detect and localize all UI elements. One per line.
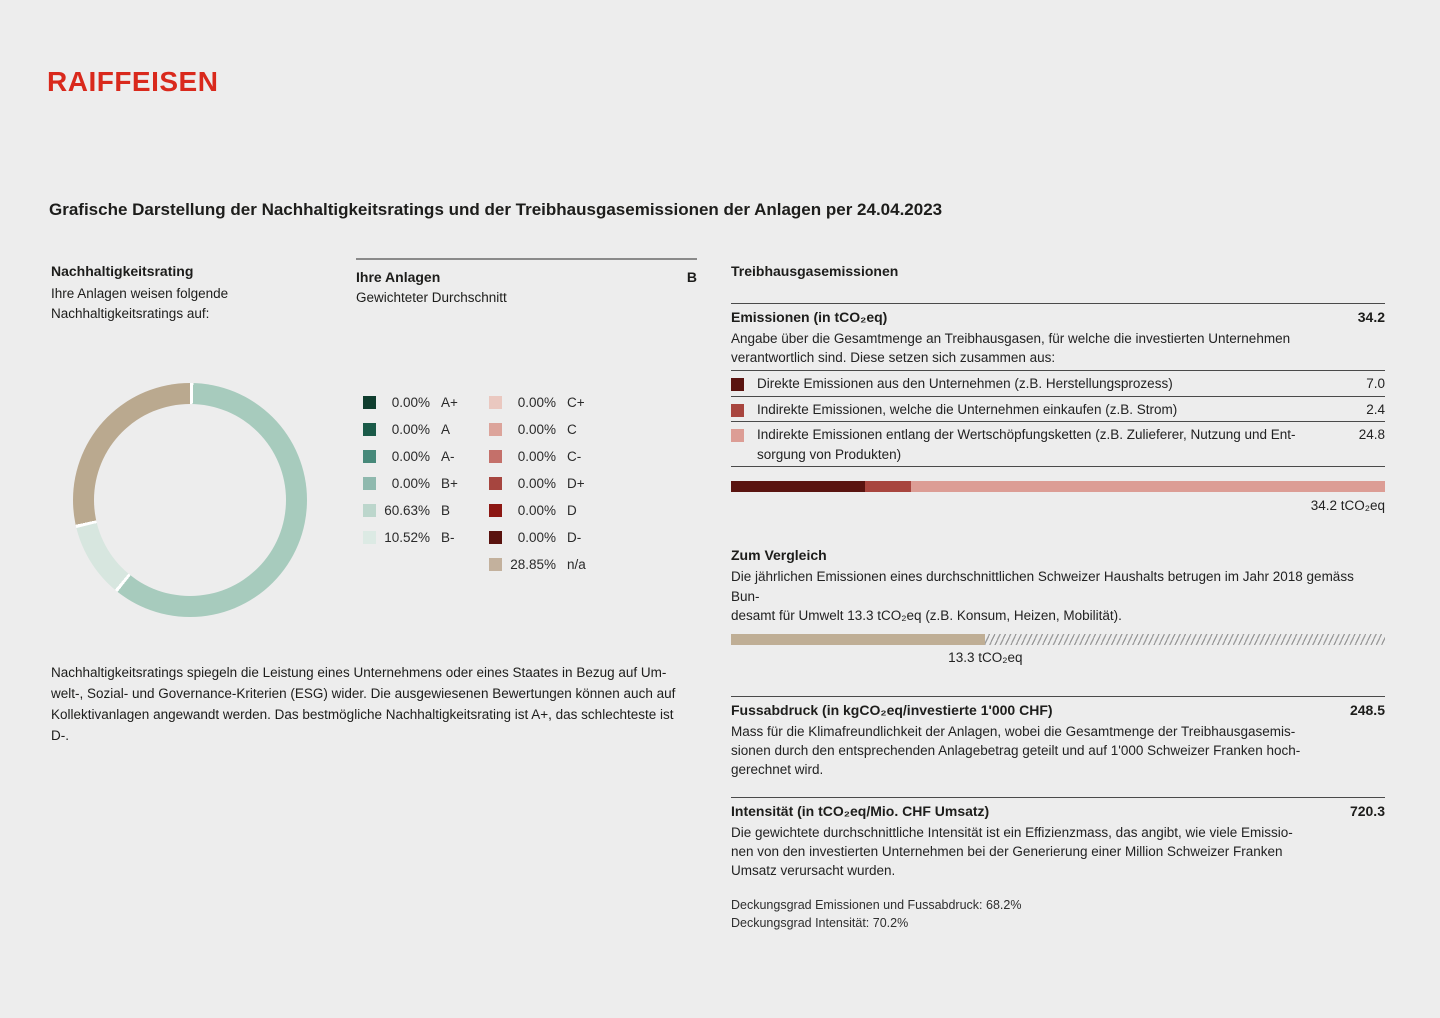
portfolio-heading: Ihre Anlagen xyxy=(356,269,441,285)
legend-rating-label: B- xyxy=(441,530,455,545)
emission-row-value: 2.4 xyxy=(1366,401,1385,417)
legend-item xyxy=(363,470,489,497)
emission-type-swatch-icon xyxy=(731,378,744,391)
stacked-bar-segment-direct xyxy=(731,481,865,492)
legend-rating-label: D xyxy=(567,503,577,518)
legend-rating-label: A xyxy=(441,422,451,437)
coverage-info xyxy=(731,896,1385,932)
rating-section xyxy=(51,262,351,323)
legend-rating-label: D- xyxy=(567,530,582,545)
legend-column-1 xyxy=(363,389,489,578)
footprint-title: Fussabdruck (in kgCO₂eq/investierte 1'000 CHF) xyxy=(731,702,1053,719)
rating-legend xyxy=(356,389,697,578)
legend-swatch-icon xyxy=(489,396,502,409)
footnote-line: Nachhaltigkeitsratings spiegeln die Leistung eines Unternehmens oder eines Staates in Bezug auf Um- xyxy=(51,665,667,680)
legend-percent: 0.00% xyxy=(517,503,556,518)
legend-item xyxy=(489,470,586,497)
intensity-text-line: Umsatz verursacht wurden. xyxy=(731,863,896,879)
donut-hole xyxy=(94,404,286,596)
legend-swatch-icon xyxy=(489,558,502,571)
raiffeisen-logo: RAIFFEISEN xyxy=(47,66,219,97)
legend-swatch-icon xyxy=(489,504,502,517)
portfolio-subheading: Gewichteter Durchschnitt xyxy=(356,290,507,305)
legend-percent: 0.00% xyxy=(517,476,556,491)
table-row xyxy=(731,371,1385,397)
coverage-line: Deckungsgrad Intensität: 70.2% xyxy=(731,916,909,931)
divider xyxy=(356,258,697,260)
emission-row-label: Indirekte Emissionen entlang der Wertschöpfungsketten (z.B. Zulieferer, Nutzung und Ent- xyxy=(757,427,1296,443)
table-row xyxy=(731,422,1385,467)
portfolio-summary xyxy=(356,258,697,578)
legend-swatch-icon xyxy=(489,450,502,463)
footprint-text-line: Mass für die Klimafreundlichkeit der Anlagen, wobei die Gesamtmenge der Treibhausgasemis- xyxy=(731,724,1296,740)
legend-item xyxy=(489,389,586,416)
legend-item xyxy=(363,497,489,524)
footnote-line: Kollektivanlagen angewandt werden. Das bestmögliche Nachhaltigkeitsrating ist A+, das schlechteste ist xyxy=(51,707,674,722)
rating-intro-line: Nachhaltigkeitsratings auf: xyxy=(51,305,210,321)
rating-footnote xyxy=(51,662,711,746)
legend-swatch-icon xyxy=(489,423,502,436)
emissions-table xyxy=(731,370,1385,467)
legend-rating-label: C+ xyxy=(567,395,585,410)
legend-swatch-icon xyxy=(363,423,376,436)
legend-column-2 xyxy=(489,389,586,578)
emission-row-value: 24.8 xyxy=(1358,427,1385,443)
emissions-stacked-bar xyxy=(731,481,1385,492)
legend-percent: 0.00% xyxy=(391,395,430,410)
legend-rating-label: B+ xyxy=(441,476,458,491)
comparison-bar xyxy=(731,634,1385,666)
legend-item xyxy=(363,389,489,416)
stacked-bar-segment-valuechain xyxy=(911,481,1385,492)
legend-swatch-icon xyxy=(363,477,376,490)
divider xyxy=(731,303,1385,304)
comparison-text-line: Die jährlichen Emissionen eines durchschnittlichen Schweizer Haushalts betrugen im Jahr 2018 gemäss Bun- xyxy=(731,569,1354,604)
comparison-text-line: desamt für Umwelt 13.3 tCO₂eq (z.B. Konsum, Heizen, Mobilität). xyxy=(731,607,1122,623)
intensity-text-line: Die gewichtete durchschnittliche Intensität ist ein Effizienzmass, das angibt, wie viele Emissio- xyxy=(731,824,1293,840)
divider xyxy=(731,696,1385,697)
legend-percent: 0.00% xyxy=(391,449,430,464)
legend-swatch-icon xyxy=(363,531,376,544)
legend-percent: 0.00% xyxy=(517,395,556,410)
legend-rating-label: n/a xyxy=(567,557,586,572)
legend-item xyxy=(363,524,489,551)
rating-donut-chart xyxy=(73,383,307,617)
legend-rating-label: A+ xyxy=(441,395,458,410)
legend-swatch-icon xyxy=(363,450,376,463)
legend-item xyxy=(363,443,489,470)
emissions-title: Emissionen (in tCO₂eq) xyxy=(731,309,888,325)
legend-percent: 28.85% xyxy=(510,557,556,572)
emissions-intro-line: Angabe über die Gesamtmenge an Treibhausgasen, für welche die investierten Unternehmen xyxy=(731,331,1291,346)
footnote-line: D-. xyxy=(51,728,69,743)
footprint-value: 248.5 xyxy=(1349,702,1385,719)
legend-swatch-icon xyxy=(489,477,502,490)
comparison-bar-label: 13.3 tCO₂eq xyxy=(948,650,1023,666)
legend-rating-label: C xyxy=(567,422,577,437)
emissions-intro-line: verantwortlich sind. Diese setzen sich zusammen aus: xyxy=(731,350,1056,366)
portfolio-rating-value: B xyxy=(686,269,697,285)
coverage-line: Deckungsgrad Emissionen und Fussabdruck: 68.2% xyxy=(731,898,1022,913)
legend-item xyxy=(489,497,586,524)
emission-row-value: 7.0 xyxy=(1366,376,1385,392)
emission-type-swatch-icon xyxy=(731,429,744,442)
comparison-heading: Zum Vergleich xyxy=(731,547,827,564)
emission-row-label: Direkte Emissionen aus den Unternehmen (z.B. Herstellungsprozess) xyxy=(757,376,1173,392)
emissions-total-value: 34.2 xyxy=(1357,309,1385,325)
stacked-bar-segment-purchased xyxy=(865,481,911,492)
intensity-text-line: nen von den investierten Unternehmen bei der Generierung einer Million Schweizer Franken xyxy=(731,843,1283,859)
page-title: Grafische Darstellung der Nachhaltigkeitsratings und der Treibhausgasemissionen der Anlagen per 24.04.2023 xyxy=(49,200,943,219)
rating-heading: Nachhaltigkeitsrating xyxy=(51,263,194,279)
emission-type-swatch-icon xyxy=(731,404,744,417)
footprint-text-line: sionen durch den entsprechenden Anlagebetrag geteilt und auf 1'000 Schweizer Franken hoch- xyxy=(731,743,1301,759)
footnote-line: welt-, Sozial- und Governance-Kriterien (ESG) wider. Die ausgewiesenen Bewertungen können auch auf xyxy=(51,686,676,701)
legend-item xyxy=(363,416,489,443)
rating-intro-line: Ihre Anlagen weisen folgende xyxy=(51,286,229,301)
legend-percent: 0.00% xyxy=(517,530,556,545)
legend-item xyxy=(489,443,586,470)
legend-percent: 0.00% xyxy=(391,476,430,491)
emission-row-label: sorgung von Produkten) xyxy=(757,446,902,462)
legend-rating-label: C- xyxy=(567,449,582,464)
comparison-bar-hatch xyxy=(985,634,1385,645)
emissions-section xyxy=(731,262,1385,932)
legend-rating-label: A- xyxy=(441,449,455,464)
legend-rating-label: D+ xyxy=(567,476,585,491)
legend-item xyxy=(489,524,586,551)
legend-percent: 60.63% xyxy=(384,503,430,518)
legend-swatch-icon xyxy=(363,396,376,409)
stacked-bar-total-label: 34.2 tCO₂eq xyxy=(1310,498,1385,514)
comparison-bar-solid xyxy=(731,634,985,645)
legend-percent: 10.52% xyxy=(384,530,430,545)
legend-percent: 0.00% xyxy=(517,449,556,464)
legend-swatch-icon xyxy=(489,531,502,544)
emissions-heading: Treibhausgasemissionen xyxy=(731,263,899,279)
legend-item xyxy=(489,551,586,578)
table-row xyxy=(731,397,1385,423)
legend-rating-label: B xyxy=(441,503,451,518)
intensity-value: 720.3 xyxy=(1349,802,1385,819)
legend-swatch-icon xyxy=(363,504,376,517)
divider xyxy=(731,797,1385,798)
footprint-text-line: gerechnet wird. xyxy=(731,762,824,778)
legend-percent: 0.00% xyxy=(517,422,556,437)
legend-item xyxy=(489,416,586,443)
intensity-title: Intensität (in tCO₂eq/Mio. CHF Umsatz) xyxy=(731,802,990,819)
emission-row-label: Indirekte Emissionen, welche die Unternehmen einkaufen (z.B. Strom) xyxy=(757,401,1178,417)
legend-percent: 0.00% xyxy=(391,422,430,437)
